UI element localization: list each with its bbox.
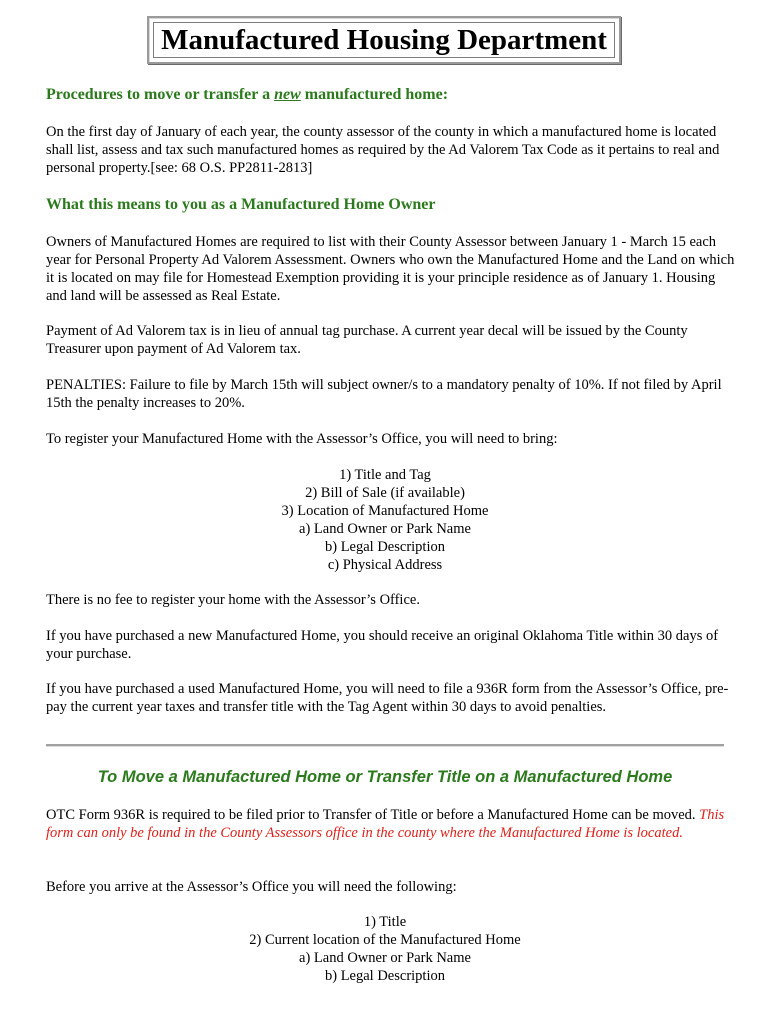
before-arrive-paragraph: Before you arrive at the Assessor’s Office you will need the following: [46,879,457,895]
list-item: 3) Location of Manufactured Home [281,503,489,519]
title-inner-frame [153,22,615,58]
list-item: b) Legal Description [325,968,445,984]
procedures-heading-start: Procedures to move or transfer a [46,86,275,103]
move-transfer-heading: To Move a Manufactured Home or Transfer Title on a Manufactured Home [97,768,673,786]
list-item: 1) Title [363,914,407,930]
owners-paragraph: Owners of Manufactured Homes are required to list with their County Assessor between January 1 - March 15 each year for Personal Property Ad Valorem Assessment. Owners who own the Manufactured Home and the Land on which it is located on may file for Homestead Exemption providing it is your principle residence as of January 1. Housing and land will be assessed as Real Estate. [46,234,735,304]
register-paragraph: To register your Manufactured Home with the Assessor’s Office, you will need to bring: [46,431,558,447]
used-home-paragraph: If you have purchased a used Manufactured Home, you will need to file a 936R form from the Assessor’s Office, pre-pay the current year taxes and transfer title with the Tag Agent within 30 days to avoid penalties. [46,681,729,715]
procedures-heading [46,85,448,105]
title-frame [147,16,621,64]
list-item: a) Land Owner or Park Name [299,521,471,537]
owner-heading: What this means to you as a Manufactured Home Owner [46,196,436,213]
list-item: 2) Bill of Sale (if available) [305,485,465,501]
list-item: 2) Current location of the Manufactured Home [249,932,521,948]
no-fee-paragraph: There is no fee to register your home with the Assessor’s Office. [46,592,420,608]
procedures-heading-end: manufactured home: [300,86,449,103]
procedures-heading-emphasis: new [274,86,301,103]
form-936r-paragraph [46,806,736,842]
intro-paragraph: On the first day of January of each year, the county assessor of the county in which a manufactured home is located shall list, assess and tax such manufactured homes as required by the Ad Valorem Tax Code as it pertains to real and personal property.[see: 68 O.S. PP2811-2813] [46,124,720,176]
payment-paragraph: Payment of Ad Valorem tax is in lieu of annual tag purchase. A current year decal will be issued by the County Treasurer upon payment of Ad Valorem tax. [46,323,688,357]
list-item: 1) Title and Tag [339,467,431,483]
list-item: b) Legal Description [325,539,445,555]
list-item: a) Land Owner or Park Name [299,950,471,966]
penalties-paragraph: PENALTIES: Failure to file by March 15th will subject owner/s to a mandatory penalty of 10%. If not filed by April 15th the penalty increases to 20%. [46,377,722,411]
new-home-paragraph: If you have purchased a new Manufactured Home, you should receive an original Oklahoma Title within 30 days of your purchase. [46,628,719,662]
form-location-note: This form can only be found in the County Assessors office in the county where the Manufactured Home is located. [46,807,725,841]
section-divider [46,744,724,747]
move-requirements-list [46,913,724,985]
page-title: Manufactured Housing Department [161,23,607,56]
list-item: c) Physical Address [327,557,443,573]
register-requirements-list [46,466,724,574]
form-936r-text: OTC Form 936R is required to be filed prior to Transfer of Title or before a Manufactured Home can be moved. [46,807,696,823]
